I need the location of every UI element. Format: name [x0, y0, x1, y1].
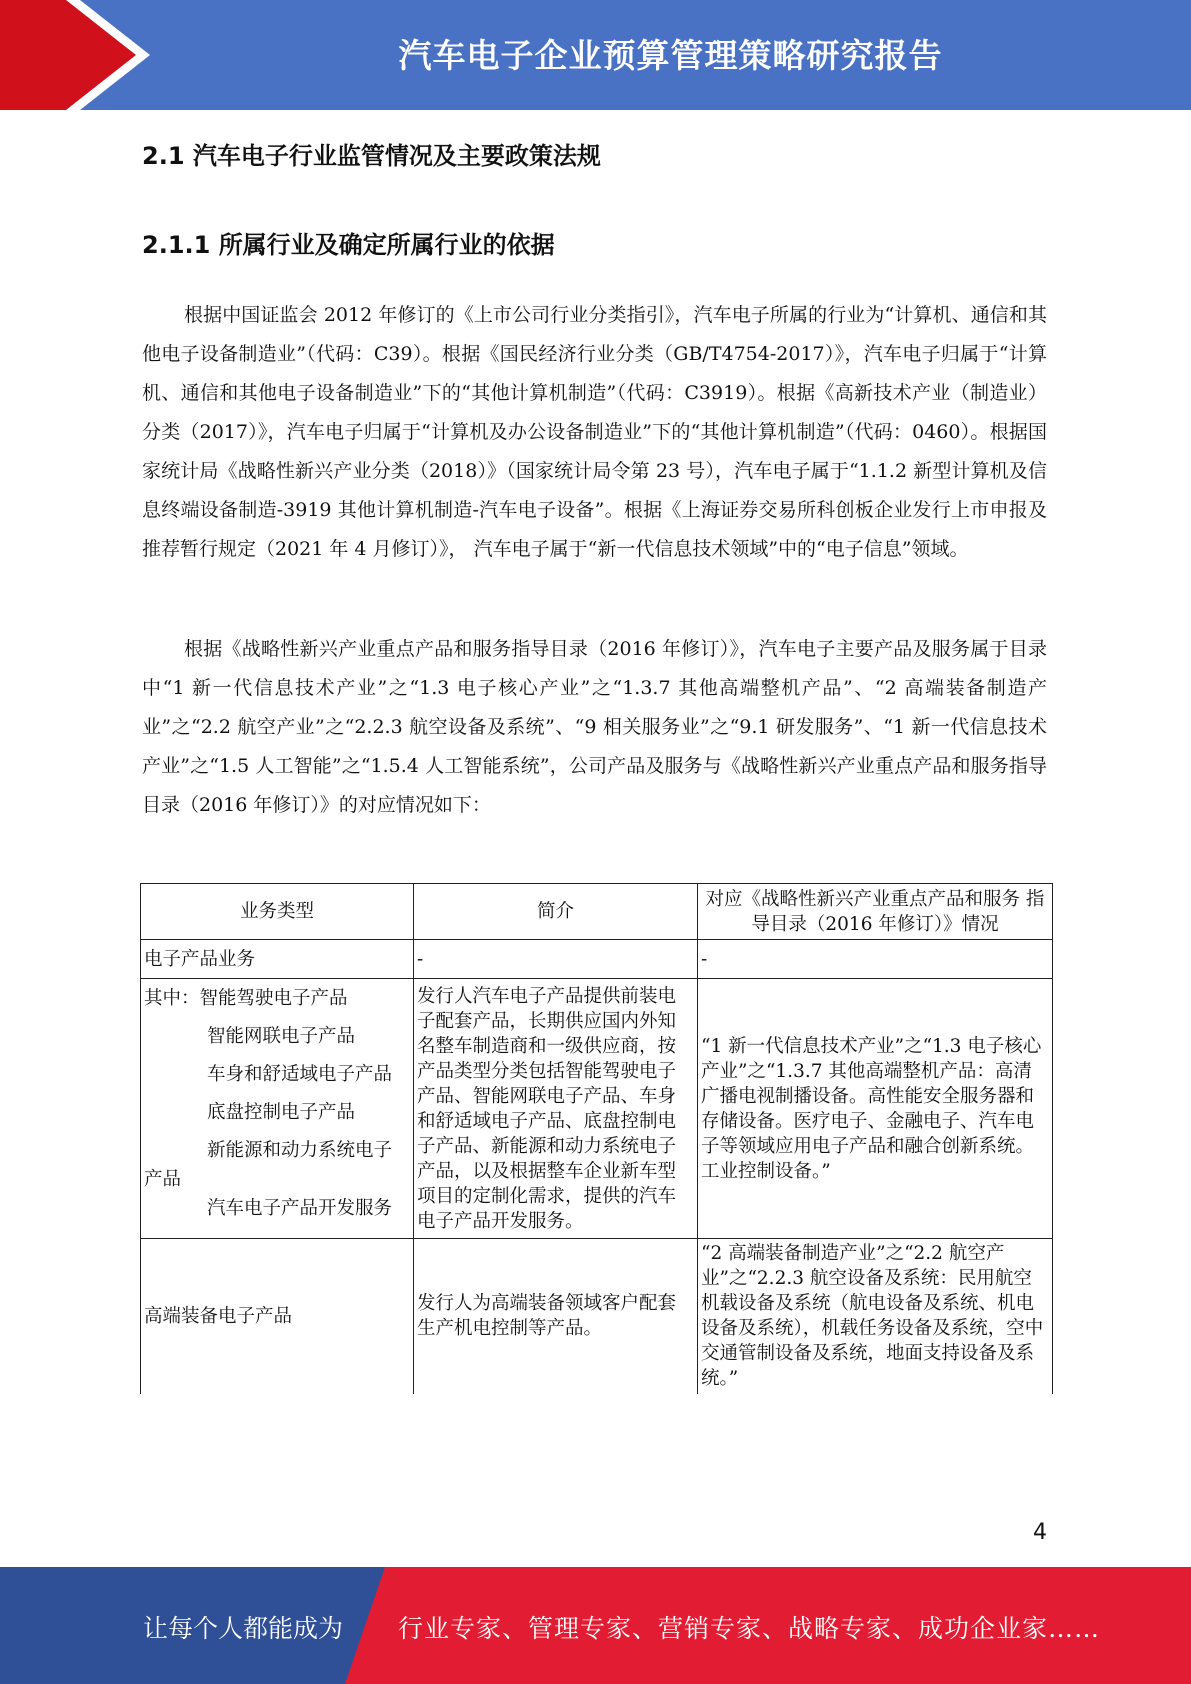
table-row: [141, 1239, 1053, 1394]
cell-intro: 发行人汽车电子产品提供前装电子配套产品，长期供应国内外知名整车制造商和一级供应商，按产品类型分类包括智能驾驶电子产品、智能网联电子产品、车身和舒适域电子产品、底盘控制电子产品、新能源和动力系统电子产品，以及根据整车企业新车型项目的定制化需求，提供的汽车电子产品开发服务。: [414, 979, 698, 1239]
paragraph-strategic-catalog: 根据《战略性新兴产业重点产品和服务指导目录（2016 年修订）》，汽车电子主要产品及服务属于目录中“1 新一代信息技术产业”之“1.3 电子核心产业”之“1.3.7 其他高端整机产品”、“2 高端装备制造产业”之“2.2 航空产业”之“2.2.3 航空设备及系统”、“9 相关服务业”之“9.1 研发服务”、“1 新一代信息技术产业”之“1.5 人工智能”之“1.5.4 人工智能系统”，公司产品及服务与《战略性新兴产业重点产品和服务指导目录（2016 年修订）》的对应情况如下：: [142, 638, 1047, 816]
product-item: 智能网联电子产品: [207, 1026, 356, 1047]
table-row: [141, 940, 1053, 979]
section-heading: 2.1 汽车电子行业监管情况及主要政策法规: [142, 142, 601, 170]
cell-business-type: 高端装备电子产品: [141, 1239, 414, 1394]
cell-business-type: [141, 979, 414, 1239]
product-item: 汽车电子产品开发服务: [207, 1198, 393, 1219]
product-item: 车身和舒适域电子产品: [207, 1064, 393, 1085]
paragraph-industry-classification: 根据中国证监会 2012 年修订的《上市公司行业分类指引》，汽车电子所属的行业为“计算机、通信和其他电子设备制造业”（代码：C39）。根据《国民经济行业分类（GB/T4754-2017）》，汽车电子归属于“计算机、通信和其他电子设备制造业”下的“其他计算机制造”（代码：C3919）。根据《高新技术产业（制造业）分类（2017）》，汽车电子归属于“计算机及办公设备制造业”下的“其他计算机制造”（代码：0460）。根据国家统计局《战略性新兴产业分类（2018）》（国家统计局令第 23 号），汽车电子属于“1.1.2 新型计算机及信息终端设备制造-3919 其他计算机制造-汽车电子设备”。根据《上海证券交易所科创板企业发行上市申报及推荐暂行规定（2021 年 4 月修订）》， 汽车电子属于“新一代信息技术领域”中的“电子信息”领域。: [142, 304, 1047, 560]
cell-mapping: “2 高端装备制造产业”之“2.2 航空产业”之“2.2.3 航空设备及系统：民用航空机载设备及系统（航电设备及系统、机电设备及系统），机载任务设备及系统，空中交通管制设备及系统，地面支持设备及系统。”: [698, 1239, 1053, 1394]
page-header: [0, 0, 1191, 110]
header-intro: 简介: [414, 884, 698, 940]
cell-intro: -: [414, 940, 698, 979]
header-business-type: 业务类型: [141, 884, 414, 940]
header-catalog-mapping: 对应《战略性新兴产业重点产品和服务 指导目录（2016 年修订）》情况: [698, 884, 1053, 940]
product-item-wrap: 产品: [144, 1169, 182, 1190]
product-item: 智能驾驶电子产品: [199, 988, 348, 1009]
cell-mapping: -: [698, 940, 1053, 979]
cell-mapping: “1 新一代信息技术产业”之“1.3 电子核心产业”之“1.3.7 其他高端整机产品：高清广播电视制播设备。高性能安全服务器和存储设备。医疗电子、金融电子、汽车电子等领域应用电子产品和融合创新系统。工业控制设备。”: [698, 979, 1053, 1239]
footer-slogan-left: 让每个人都能成为: [143, 1614, 344, 1643]
table-header-row: [141, 884, 1053, 940]
table-row: [141, 979, 1053, 1239]
product-item: 底盘控制电子产品: [207, 1102, 356, 1123]
footer-slogan-right: 行业专家、管理专家、营销专家、战略专家、成功企业家……: [398, 1614, 1101, 1643]
product-item: 新能源和动力系统电子: [207, 1140, 393, 1161]
cell-business-type: 电子产品业务: [141, 940, 414, 979]
page-number: 4: [1033, 1520, 1047, 1545]
cell-intro: 发行人为高端装备领域客户配套生产机电控制等产品。: [414, 1239, 698, 1394]
prefix-label: 其中：: [144, 988, 200, 1009]
subsection-heading: 2.1.1 所属行业及确定所属行业的依据: [142, 231, 555, 259]
industry-mapping-table: [140, 883, 1053, 1394]
page-footer: [0, 1567, 1191, 1684]
report-title: 汽车电子企业预算管理策略研究报告: [398, 36, 943, 75]
